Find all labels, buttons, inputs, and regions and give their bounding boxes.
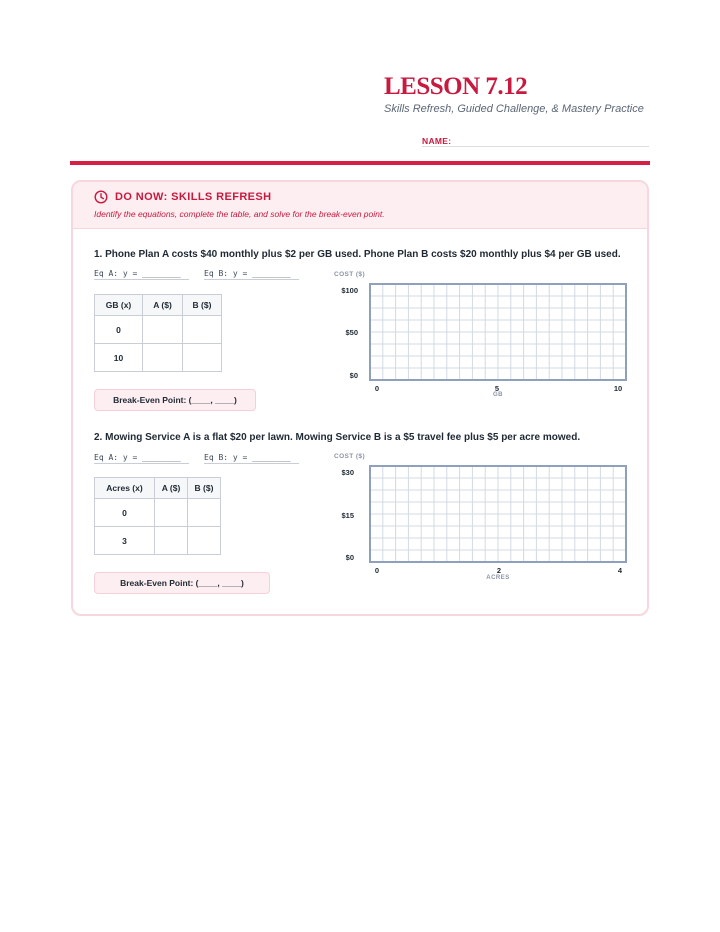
graph-1-y-tick: $100 xyxy=(341,286,358,295)
lesson-header xyxy=(384,72,674,115)
graph-1-y-tick: $50 xyxy=(345,328,358,337)
section-title: DO NOW: SKILLS REFRESH xyxy=(115,191,272,203)
name-field[interactable] xyxy=(422,131,649,147)
table-header: GB (x) xyxy=(95,295,143,316)
graph-2-y-axis-title: COST ($) xyxy=(334,453,366,460)
problem-1-text: 1. Phone Plan A costs $40 monthly plus $2 per GB used. Phone Plan B costs $20 monthly plus $4 per GB used. xyxy=(94,249,621,260)
table-cell-x: 0 xyxy=(95,499,155,527)
table-cell-a-blank[interactable] xyxy=(155,527,188,555)
table-cell-b-blank[interactable] xyxy=(183,344,222,372)
problem-2-equations xyxy=(94,453,314,464)
table-header: A ($) xyxy=(143,295,183,316)
problem-1-equations xyxy=(94,269,314,280)
section-instructions: Identify the equations, complete the table, and solve for the break-even point. xyxy=(94,209,385,219)
problem-2-text: 2. Mowing Service A is a flat $20 per lawn. Mowing Service B is a $5 travel fee plus $5 per acre mowed. xyxy=(94,432,581,443)
table-row xyxy=(95,499,221,527)
table-cell-x: 10 xyxy=(95,344,143,372)
graph-2-x-axis-title: ACRES xyxy=(486,575,510,581)
table-row xyxy=(95,527,221,555)
break-even-point-1[interactable]: Break-Even Point: (____, ____) xyxy=(94,389,256,411)
graph-1-x-tick: 0 xyxy=(374,384,380,393)
equation-b-blank[interactable]: Eq B: y = ________ xyxy=(204,453,299,464)
table-row xyxy=(95,344,222,372)
graph-1-y-axis-title: COST ($) xyxy=(334,271,366,278)
table-cell-b-blank[interactable] xyxy=(188,527,221,555)
table-cell-a-blank[interactable] xyxy=(143,316,183,344)
clock-icon xyxy=(94,190,108,204)
graph-1-y-tick: $0 xyxy=(349,371,358,380)
equation-a-blank[interactable]: Eq A: y = ________ xyxy=(94,269,189,280)
table-cell-a-blank[interactable] xyxy=(143,344,183,372)
equation-a-blank[interactable]: Eq A: y = ________ xyxy=(94,453,189,464)
graph-2-grid[interactable] xyxy=(369,465,627,563)
panel-header xyxy=(73,182,647,229)
table-cell-a-blank[interactable] xyxy=(155,499,188,527)
do-now-panel xyxy=(71,180,649,616)
table-header: B ($) xyxy=(188,478,221,499)
graph-1-x-axis-title: GB xyxy=(493,392,503,398)
graph-2-y-tick: $30 xyxy=(341,468,354,477)
table-cell-x: 0 xyxy=(95,316,143,344)
graph-2-y-tick: $0 xyxy=(345,553,354,562)
table-header-row xyxy=(95,295,222,316)
table-cell-x: 3 xyxy=(95,527,155,555)
lesson-subtitle: Skills Refresh, Guided Challenge, & Mastery Practice xyxy=(384,103,644,115)
graph-2-y-tick: $15 xyxy=(341,511,354,520)
equation-b-blank[interactable]: Eq B: y = ________ xyxy=(204,269,299,280)
problem-2-table xyxy=(94,477,221,555)
table-cell-b-blank[interactable] xyxy=(183,316,222,344)
problem-1-table xyxy=(94,294,222,372)
table-header: Acres (x) xyxy=(95,478,155,499)
table-cell-b-blank[interactable] xyxy=(188,499,221,527)
table-header-row xyxy=(95,478,221,499)
break-even-point-2[interactable]: Break-Even Point: (____, ____) xyxy=(94,572,270,594)
graph-1-x-tick: 5 xyxy=(494,384,500,393)
graph-2-x-tick: 4 xyxy=(617,566,623,575)
graph-2-x-tick: 2 xyxy=(496,566,502,575)
header-divider xyxy=(70,161,650,165)
table-row xyxy=(95,316,222,344)
name-label: NAME: xyxy=(422,136,452,146)
table-header: A ($) xyxy=(155,478,188,499)
graph-2-x-tick: 0 xyxy=(374,566,380,575)
graph-1-grid[interactable] xyxy=(369,283,627,381)
table-header: B ($) xyxy=(183,295,222,316)
graph-1-x-tick: 10 xyxy=(613,384,623,393)
lesson-title: LESSON 7.12 xyxy=(384,73,528,100)
